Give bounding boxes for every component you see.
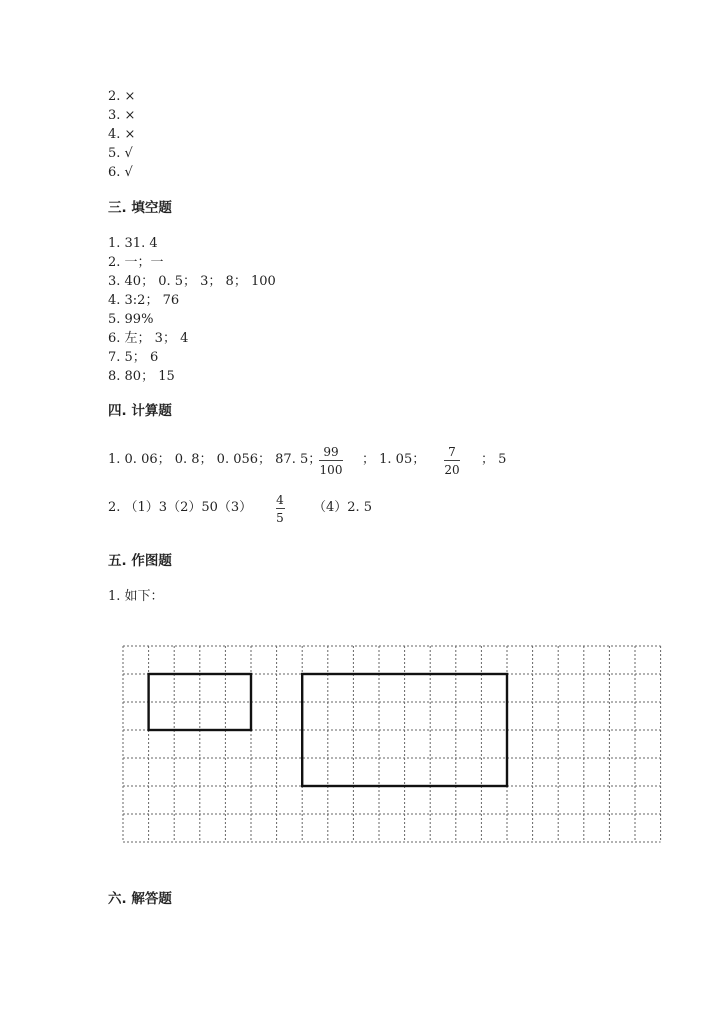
fill-answer-2: 2. 一；一 — [108, 255, 164, 270]
judge-answer-2: 2. × — [108, 89, 136, 104]
fill-answer-7: 7. 5； 6 — [108, 350, 159, 365]
fill-answer-8: 8. 80； 15 — [108, 369, 175, 384]
judge-answer-6: 6. √ — [108, 165, 133, 180]
calc-answer-1-suffix: ； 5 — [481, 452, 507, 467]
judge-answer-5: 5. √ — [108, 146, 133, 161]
fraction-4-5 — [274, 493, 286, 525]
fraction-numerator: 4 — [276, 493, 284, 507]
calc-answer-1-prefix: 1. 0. 06； 0. 8； 0. 056； 87. 5； — [108, 452, 322, 467]
drawing-answer-1: 1. 如下： — [108, 589, 164, 604]
judge-answer-4: 4. × — [108, 127, 136, 142]
calc-answer-2-suffix: （4）2. 5 — [313, 500, 373, 515]
section-5-title: 五. 作图题 — [108, 553, 172, 569]
calc-answer-1-mid: ； 1. 05； — [362, 452, 426, 467]
section-4-title: 四. 计算题 — [108, 403, 172, 419]
fraction-99-100 — [318, 445, 344, 477]
fill-answer-1: 1. 31. 4 — [108, 236, 158, 251]
fill-answer-4: 4. 3:2； 76 — [108, 293, 180, 308]
fraction-denominator: 5 — [276, 511, 284, 525]
section-3-title: 三. 填空题 — [108, 200, 172, 216]
answer-grid-figure — [122, 645, 662, 845]
calc-answer-2-prefix: 2. （1）3（2）50（3） — [108, 500, 253, 515]
fill-answer-5: 5. 99% — [108, 312, 154, 327]
section-6-title: 六. 解答题 — [108, 891, 172, 907]
fraction-bar — [276, 508, 285, 509]
fraction-numerator: 7 — [448, 445, 456, 459]
fill-answer-3: 3. 40； 0. 5； 3； 8； 100 — [108, 274, 276, 289]
judge-answer-3: 3. × — [108, 108, 136, 123]
fill-answer-6: 6. 左； 3； 4 — [108, 331, 189, 346]
fraction-numerator: 99 — [323, 445, 339, 459]
fraction-7-20 — [442, 445, 462, 477]
fraction-denominator: 100 — [319, 463, 343, 477]
fraction-bar — [319, 460, 343, 461]
fraction-bar — [444, 460, 460, 461]
fraction-denominator: 20 — [444, 463, 460, 477]
